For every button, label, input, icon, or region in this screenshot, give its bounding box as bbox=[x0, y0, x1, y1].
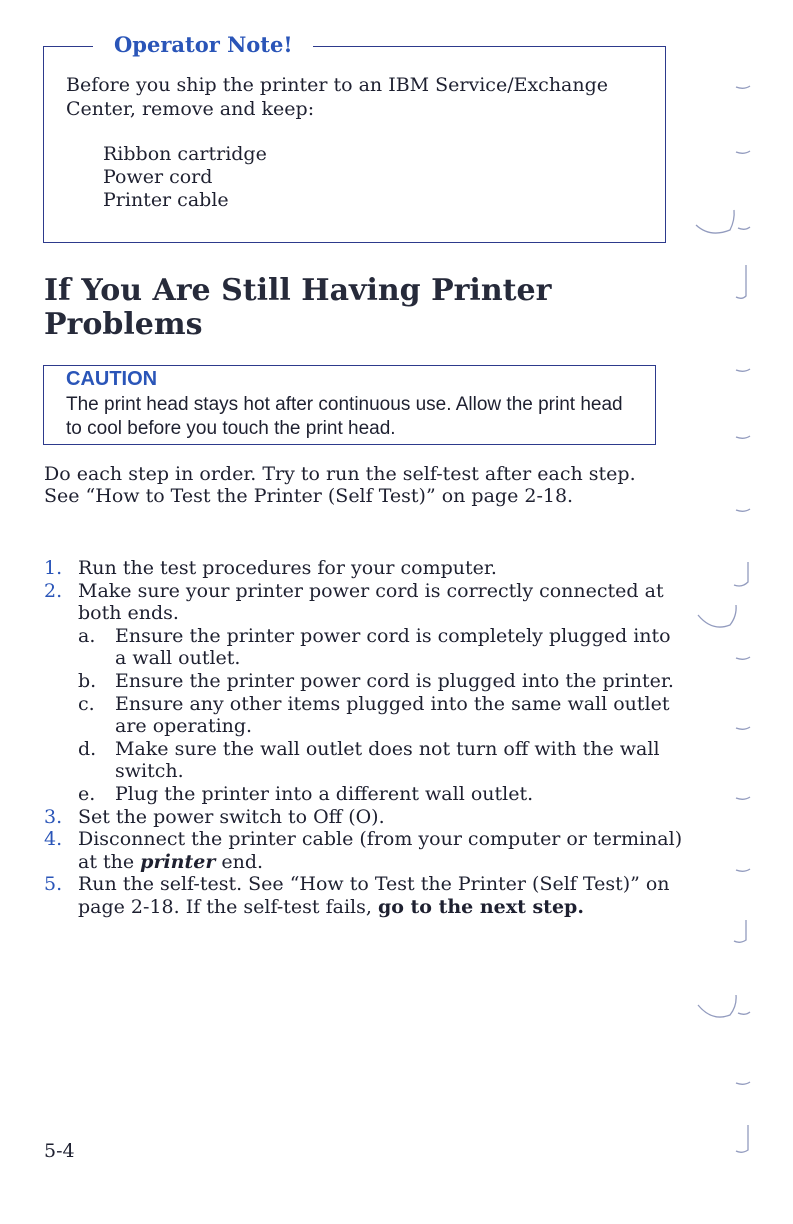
step-text: Run the test procedures for your computer. bbox=[78, 557, 497, 579]
operator-note-title: Operator Note! bbox=[114, 32, 293, 57]
sub-text: Ensure the printer power cord is completely plugged into a wall outlet. bbox=[115, 624, 671, 670]
binding-tick bbox=[734, 562, 748, 586]
list-item bbox=[44, 828, 684, 873]
sub-item bbox=[78, 738, 684, 783]
step-emphasis: printer bbox=[140, 850, 216, 873]
list-item bbox=[44, 580, 684, 806]
binding-tick bbox=[736, 727, 750, 729]
page-number: 5-4 bbox=[44, 1140, 75, 1162]
heading-line: Problems bbox=[44, 307, 203, 342]
sub-text: Ensure the printer power cord is plugged into the printer. bbox=[115, 669, 674, 692]
binding-tick bbox=[736, 265, 746, 298]
step-number: 5. bbox=[44, 873, 63, 896]
binding-tick bbox=[736, 657, 750, 659]
step-text: Disconnect the printer cable (from your computer or terminal) at the bbox=[78, 828, 683, 873]
operator-note-text: Before you ship the printer to an IBM Service/Exchange Center, remove and keep: bbox=[66, 74, 609, 120]
binding-hole-curve bbox=[696, 210, 734, 233]
step-number: 3. bbox=[44, 805, 63, 828]
list-item bbox=[44, 557, 684, 580]
list-item bbox=[44, 873, 684, 918]
sub-letter: c. bbox=[78, 692, 95, 715]
binding-tick bbox=[736, 869, 750, 871]
caution-text: The print head stays hot after continuous use. Allow the print head to cool before you touch the print head. bbox=[66, 394, 623, 439]
intro-paragraph: Do each step in order. Try to run the self-test after each step. See “How to Test the Printer (Self Test)” on page 2-18. bbox=[44, 463, 636, 507]
binding-tick bbox=[736, 1082, 750, 1084]
step-number: 4. bbox=[44, 828, 63, 851]
step-number: 1. bbox=[44, 557, 63, 579]
sub-letter: e. bbox=[78, 782, 96, 805]
step-text: Set the power switch to Off (O). bbox=[78, 805, 385, 828]
caution-title: CAUTION bbox=[66, 368, 158, 390]
binding-tick bbox=[736, 509, 750, 511]
binding-tick bbox=[736, 436, 750, 438]
sub-item bbox=[78, 625, 684, 670]
binding-tick bbox=[734, 920, 746, 942]
heading-line: If You Are Still Having Printer bbox=[44, 273, 552, 308]
step-number: 2. bbox=[44, 579, 63, 602]
section-heading bbox=[44, 274, 664, 342]
steps-list bbox=[44, 557, 684, 919]
list-item: Ribbon cartridge bbox=[103, 143, 267, 165]
binding-tick bbox=[736, 151, 750, 153]
sub-text: Plug the printer into a different wall outlet. bbox=[115, 782, 534, 805]
step-emphasis: go to the next step. bbox=[377, 895, 584, 918]
binding-tick bbox=[738, 227, 750, 229]
binding-tick bbox=[736, 86, 750, 88]
sub-letter: b. bbox=[78, 669, 97, 692]
binding-edge-marks bbox=[690, 60, 760, 1170]
sub-item bbox=[78, 783, 684, 806]
sub-item bbox=[78, 693, 684, 738]
step-text: Make sure your printer power cord is correctly connected at both ends. bbox=[78, 579, 664, 625]
note-box-top-rule bbox=[313, 46, 666, 47]
binding-hole-curve bbox=[698, 995, 736, 1017]
binding-tick bbox=[738, 1012, 750, 1014]
sub-text: Make sure the wall outlet does not turn off with the wall switch. bbox=[115, 737, 660, 783]
note-box-top-rule bbox=[43, 46, 93, 47]
step-text: end. bbox=[215, 850, 264, 873]
binding-tick bbox=[736, 369, 750, 371]
step-text: Run the self-test. See “How to Test the Printer (Self Test)” on page 2-18. If the self-test fails, bbox=[78, 873, 670, 918]
sub-item bbox=[78, 670, 684, 693]
binding-tick bbox=[736, 797, 750, 799]
sub-letter: d. bbox=[78, 737, 97, 760]
list-item: Printer cable bbox=[103, 189, 229, 211]
operator-note-list bbox=[103, 143, 267, 212]
binding-tick bbox=[736, 1125, 748, 1152]
sub-text: Ensure any other items plugged into the same wall outlet are operating. bbox=[115, 692, 670, 738]
list-item bbox=[44, 806, 684, 829]
list-item: Power cord bbox=[103, 166, 213, 188]
sub-letter: a. bbox=[78, 624, 96, 647]
binding-hole-curve bbox=[698, 605, 736, 627]
